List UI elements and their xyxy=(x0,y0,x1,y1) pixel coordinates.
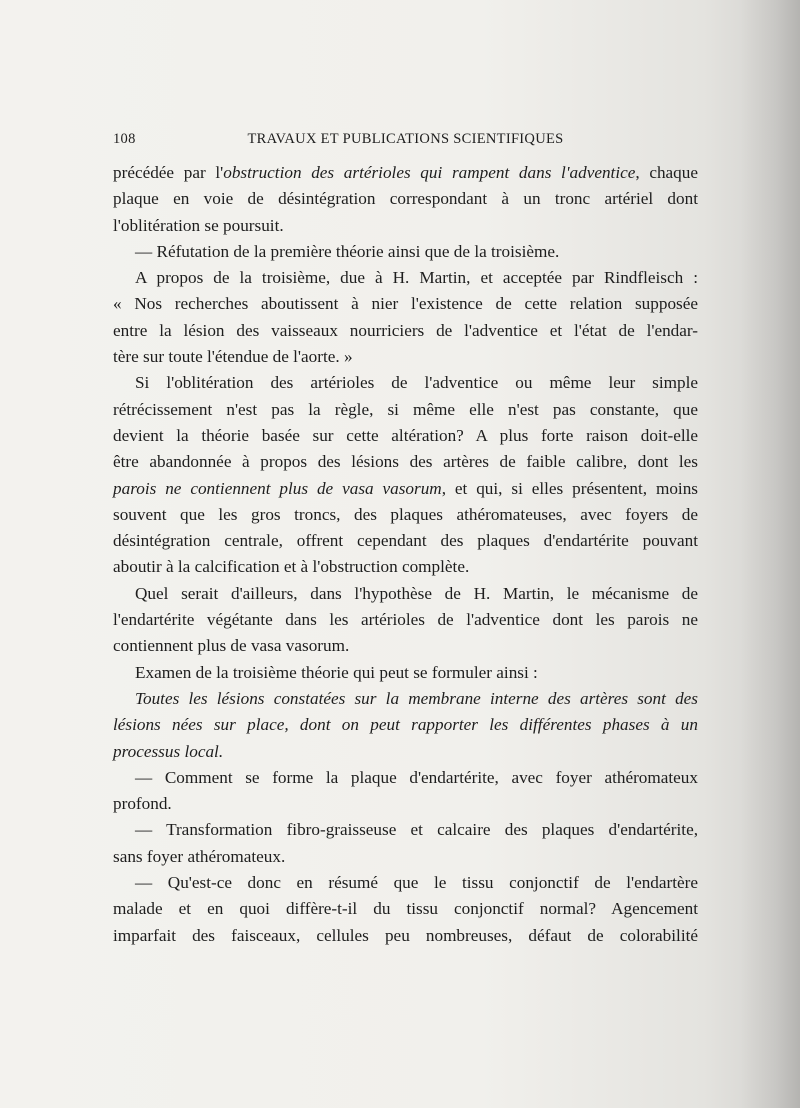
text-line: désintégration centrale, offrent cependant des plaques d'endartérite pouvant xyxy=(113,531,698,551)
italic-span: obstruction des artérioles qui rampent dans l'adventice xyxy=(223,163,636,182)
text-line: Examen de la troisième théorie qui peut se formuler ainsi : xyxy=(135,662,538,682)
text-span: , et qui, si elles présentent, moins xyxy=(441,478,698,498)
text-line: tère sur toute l'étendue de l'aorte. » xyxy=(113,347,353,367)
text-line: — Comment se forme la plaque d'endartérite, avec foyer athéromateux xyxy=(135,767,698,787)
text-line: être abandonnée à propos des lésions des artères de faible calibre, dont les xyxy=(113,452,698,472)
text-line: A propos de la troisième, due à H. Martin, et acceptée par Rindfleisch : xyxy=(135,268,698,288)
text-line: l'oblitération se poursuit. xyxy=(113,215,284,235)
page-number: 108 xyxy=(113,131,136,147)
text-line: malade et en quoi diffère-t-il du tissu conjonctif normal? Agencement xyxy=(113,899,698,919)
text-span: , chaque xyxy=(635,163,698,182)
text-line: imparfait des faisceaux, cellules peu nombreuses, défaut de colorabilité xyxy=(113,925,698,945)
text-line: contiennent plus de vasa vasorum. xyxy=(113,636,350,656)
page-header xyxy=(113,131,698,151)
text-line: profond. xyxy=(113,794,172,814)
text-span: précédée par l' xyxy=(113,163,224,182)
text-line: aboutir à la calcification et à l'obstruction complète. xyxy=(113,557,470,577)
text-line: l'endartérite végétante dans les artérioles de l'adventice dont les parois ne xyxy=(113,610,698,630)
text-line: devient la théorie basée sur cette altération? A plus forte raison doit-elle xyxy=(113,425,698,445)
page-edge-shadow xyxy=(740,0,800,1108)
running-title: TRAVAUX ET PUBLICATIONS SCIENTIFIQUES xyxy=(247,131,564,147)
text-line: lésions nées sur place, dont on peut rapporter les différentes phases à un xyxy=(113,715,698,735)
text-line: « Nos recherches aboutissent à nier l'existence de cette relation supposée xyxy=(113,294,698,314)
text-line: — Qu'est-ce donc en résumé que le tissu conjonctif de l'endartère xyxy=(135,873,698,893)
text-line xyxy=(113,476,698,502)
body-text xyxy=(113,160,698,949)
text-line: souvent que les gros troncs, des plaques athéromateuses, avec foyers de xyxy=(113,504,698,524)
text-line: sans foyer athéromateux. xyxy=(113,846,286,866)
italic-span: parois ne contiennent plus de vasa vasorum xyxy=(113,478,442,498)
text-line: rétrécissement n'est pas la règle, si même elle n'est pas constante, que xyxy=(113,399,698,419)
text-line: — Réfutation de la première théorie ainsi que de la troisième. xyxy=(135,241,560,261)
text-line: Quel serait d'ailleurs, dans l'hypothèse de H. Martin, le mécanisme de xyxy=(135,583,698,603)
text-line: Toutes les lésions constatées sur la membrane interne des artères sont des xyxy=(135,688,698,708)
text-line: processus local. xyxy=(113,741,224,761)
text-line xyxy=(113,160,698,186)
text-line: — Transformation fibro-graisseuse et calcaire des plaques d'endartérite, xyxy=(135,820,698,840)
text-line: Si l'oblitération des artérioles de l'adventice ou même leur simple xyxy=(135,373,698,393)
text-line: entre la lésion des vaisseaux nourriciers de l'adventice et l'état de l'endar- xyxy=(113,320,698,340)
text-line: plaque en voie de désintégration correspondant à un tronc artériel dont xyxy=(113,189,698,209)
